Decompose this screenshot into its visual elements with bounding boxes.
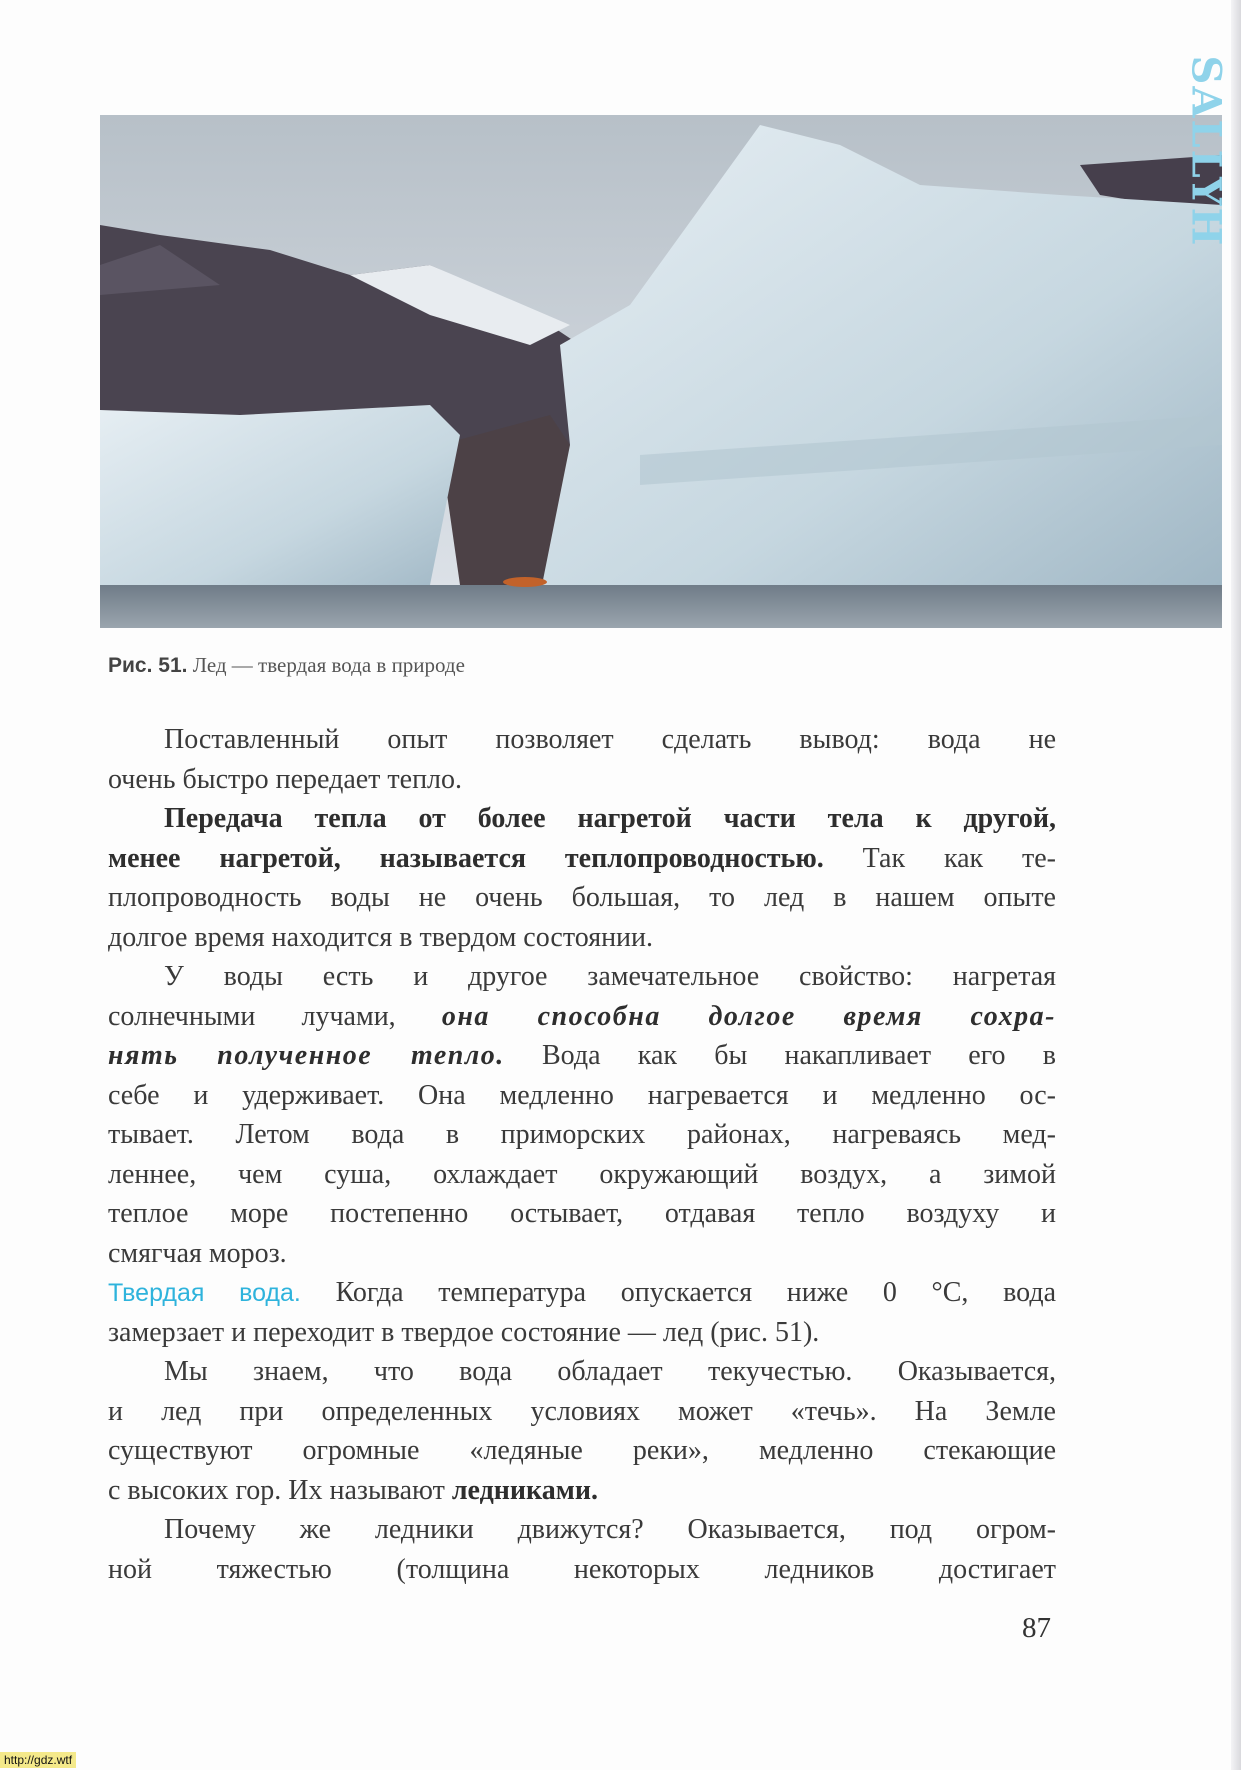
figure-caption-text: Лед — твердая вода в природе	[192, 653, 465, 677]
text-line	[108, 1352, 1056, 1392]
text-line	[108, 918, 1056, 958]
text-line	[108, 1234, 1056, 1274]
text-segment: ной тяжестью (толщина некоторых ледников достигает	[108, 1553, 1056, 1585]
text-segment: теплое море постепенно остывает, отдавая тепло воздуху и	[108, 1198, 1056, 1229]
text-segment: Вода как бы накапливает его в	[504, 1040, 1056, 1071]
text-line	[108, 1155, 1056, 1195]
text-line	[108, 1273, 1056, 1313]
text-segment: плопроводность воды не очень большая, то лед в нашем опыте	[108, 882, 1056, 913]
text-line	[108, 1431, 1056, 1471]
text-line	[108, 997, 1056, 1037]
text-line	[108, 878, 1056, 918]
text-segment: с высоких гор. Их называют	[108, 1474, 452, 1506]
text-line	[108, 1392, 1056, 1432]
text-line	[108, 1036, 1056, 1076]
url-stamp: http://gdz.wtf	[0, 1752, 76, 1768]
figure-caption	[108, 653, 465, 678]
section-heading: Твердая вода.	[108, 1279, 301, 1307]
page-edge	[1231, 0, 1241, 1770]
text-line	[108, 839, 1056, 879]
text-line	[108, 1194, 1056, 1234]
text-segment: леннее, чем суша, охлаждает окружающий воздух, а зимой	[108, 1158, 1056, 1190]
text-segment: Почему же ледники движутся? Оказывается, под огром-	[164, 1514, 1056, 1545]
text-line	[108, 1471, 1056, 1511]
emphasis-text: менее нагретой, называется теплопроводностью.	[108, 842, 824, 874]
text-line	[108, 1115, 1056, 1155]
text-segment: смягчая мороз.	[108, 1237, 287, 1269]
text-segment: существуют огромные «ледяные реки», медленно стекающие	[108, 1435, 1056, 1466]
text-line	[108, 760, 1056, 800]
text-line	[108, 1076, 1056, 1116]
text-segment: очень быстро передает тепло.	[108, 763, 463, 795]
emphasis-text: она способна долгое время сохра-	[441, 1000, 1056, 1032]
text-line	[108, 957, 1056, 997]
text-segment: себе и удерживает. Она медленно нагревается и медленно ос-	[108, 1079, 1056, 1111]
text-segment: Так как те-	[823, 842, 1057, 874]
text-line	[108, 1313, 1056, 1353]
text-segment: Поставленный опыт позволяет сделать вывод: вода не	[164, 724, 1056, 755]
text-segment: долгое время находится в твердом состоянии.	[108, 921, 654, 953]
text-segment: солнечными лучами,	[108, 1000, 442, 1032]
text-segment: замерзает и переходит в твердое состояние — лед (рис. 51).	[108, 1316, 820, 1348]
text-line	[108, 799, 1056, 839]
figure-label: Рис. 51.	[108, 654, 188, 677]
text-line	[108, 720, 1056, 760]
emphasis-text: нять полученное тепло.	[108, 1040, 505, 1071]
page-number: 87	[1022, 1612, 1051, 1644]
text-segment: Когда температура опускается ниже 0 °С, вода	[300, 1277, 1056, 1308]
text-segment: Мы знаем, что вода обладает текучестью. Оказывается,	[164, 1356, 1056, 1387]
text-segment: тывает. Летом вода в приморских районах, нагреваясь мед-	[108, 1119, 1056, 1150]
text-segment: и лед при определенных условиях может «течь». На Земле	[108, 1395, 1056, 1427]
text-segment: У воды есть и другое замечательное свойство: нагретая	[164, 961, 1056, 992]
emphasis-text: ледниками.	[451, 1474, 598, 1506]
body-text	[108, 720, 1056, 1589]
iceberg-photo	[100, 115, 1222, 628]
text-line	[108, 1510, 1056, 1550]
emphasis-text: Передача тепла от более нагретой части тела к другой,	[164, 803, 1056, 834]
side-tab-watermark	[1183, 20, 1229, 282]
side-tab-text: SALLYH	[1182, 55, 1230, 247]
text-line	[108, 1550, 1056, 1590]
